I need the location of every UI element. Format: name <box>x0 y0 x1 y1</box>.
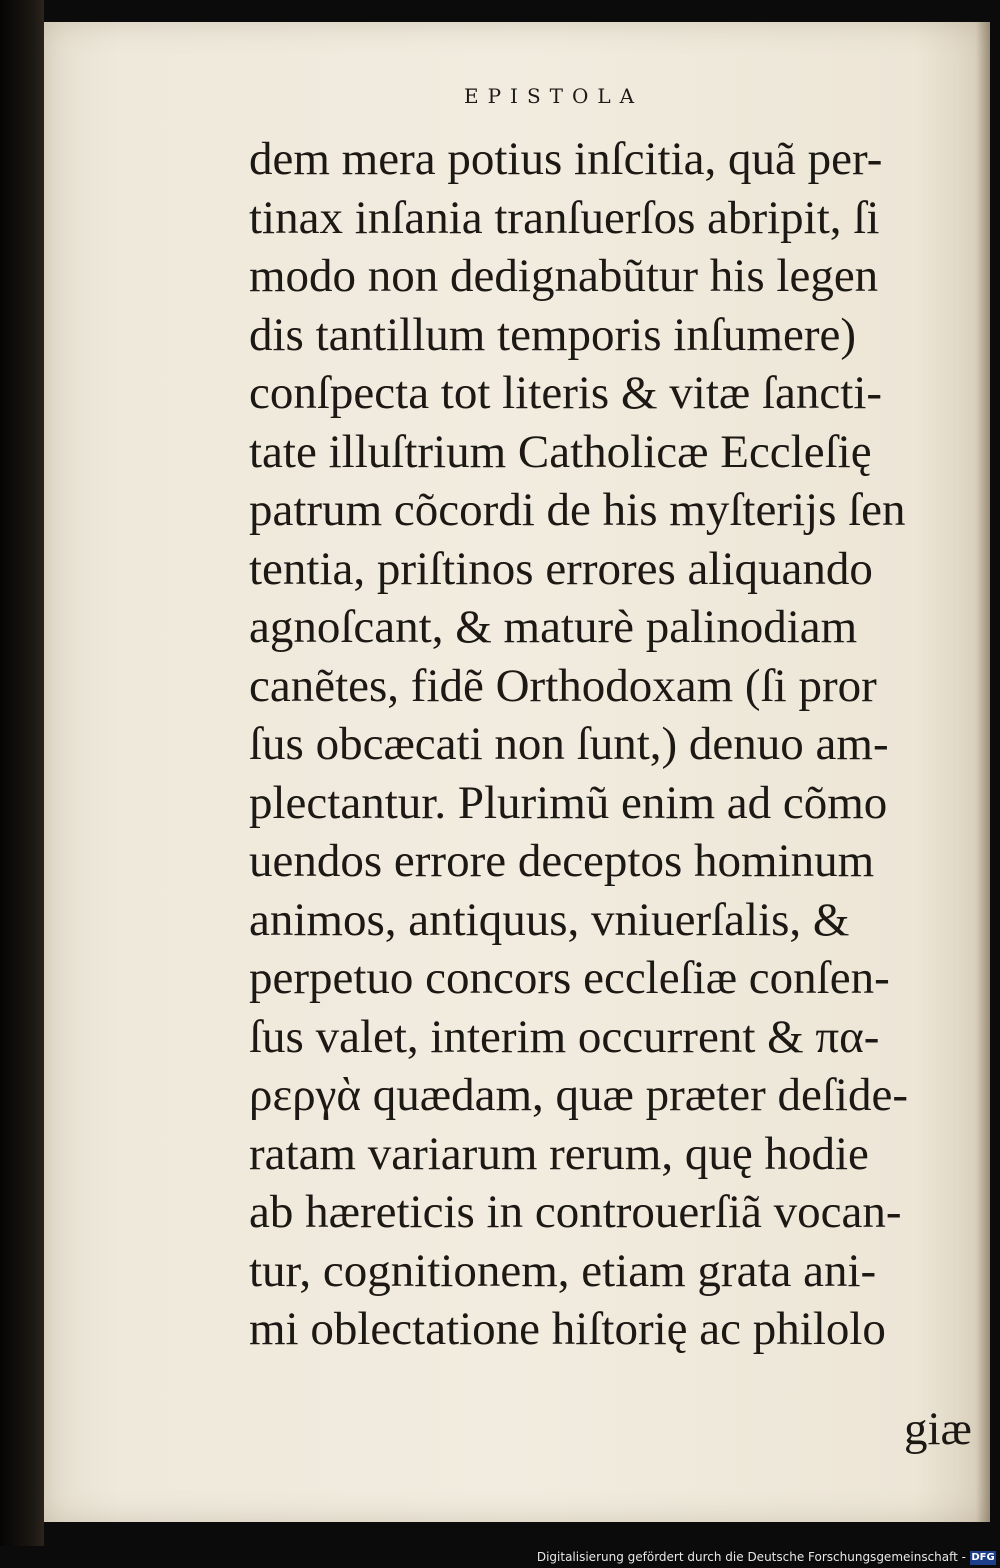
text-line: tinax inſania tranſuerſos abripit, ſi <box>249 191 880 244</box>
running-head: EPISTOLA <box>464 84 644 108</box>
text-line: dem mera potius inſcitia, quã per- <box>249 133 883 185</box>
funding-credit: Digitalisierung gefördert durch die Deutsche Forschungsgemeinschaft - <box>536 1550 966 1564</box>
text-line: tate illuſtrium Catholicæ Eccleſię <box>249 425 872 478</box>
digitization-footer <box>0 1546 1000 1568</box>
text-line: animos, antiquus, vniuerſalis, & <box>249 893 850 946</box>
text-line: agnoſcant, & maturè palinodiam <box>249 601 858 653</box>
text-line: perpetuo concors eccleſiæ conſen- <box>249 952 890 1004</box>
book-page <box>44 22 990 1522</box>
text-line: uendos errore deceptos hominum <box>249 835 875 887</box>
text-line: tentia, priſtinos errores aliquando <box>249 542 873 595</box>
dfg-logo: DFG <box>971 1552 995 1563</box>
text-line: ab hæreticis in controuerſiã vocan- <box>249 1186 902 1238</box>
text-line: modo non dedignabũtur his legen <box>249 250 879 302</box>
text-line: conſpecta tot literis & vitæ ſancti- <box>249 367 883 419</box>
text-line: plectantur. Plurimũ enim ad cõmo <box>249 776 888 829</box>
catchword: giæ <box>904 1403 972 1455</box>
page-text-block <box>249 130 989 1359</box>
text-line: dis tantillum temporis inſumere) <box>249 308 856 361</box>
text-line: ρεργὰ quædam, quæ præter deſide- <box>249 1069 908 1121</box>
text-line: ſus obcæcati non ſunt,) denuo am- <box>249 718 889 770</box>
text-line: canẽtes, fidẽ Orthodoxam (ſi pror <box>249 659 877 712</box>
text-line: ratam variarum rerum, quę hodie <box>249 1127 869 1180</box>
text-line: mi oblectatione hiſtorię ac philolo <box>249 1303 886 1355</box>
book-spine-edge <box>0 0 44 1568</box>
text-line: tur, cognitionem, etiam grata ani- <box>249 1244 877 1297</box>
text-line: patrum cõcordi de his myſterijs ſen <box>249 484 906 536</box>
text-line: ſus valet, interim occurrent & πα- <box>249 1010 880 1063</box>
